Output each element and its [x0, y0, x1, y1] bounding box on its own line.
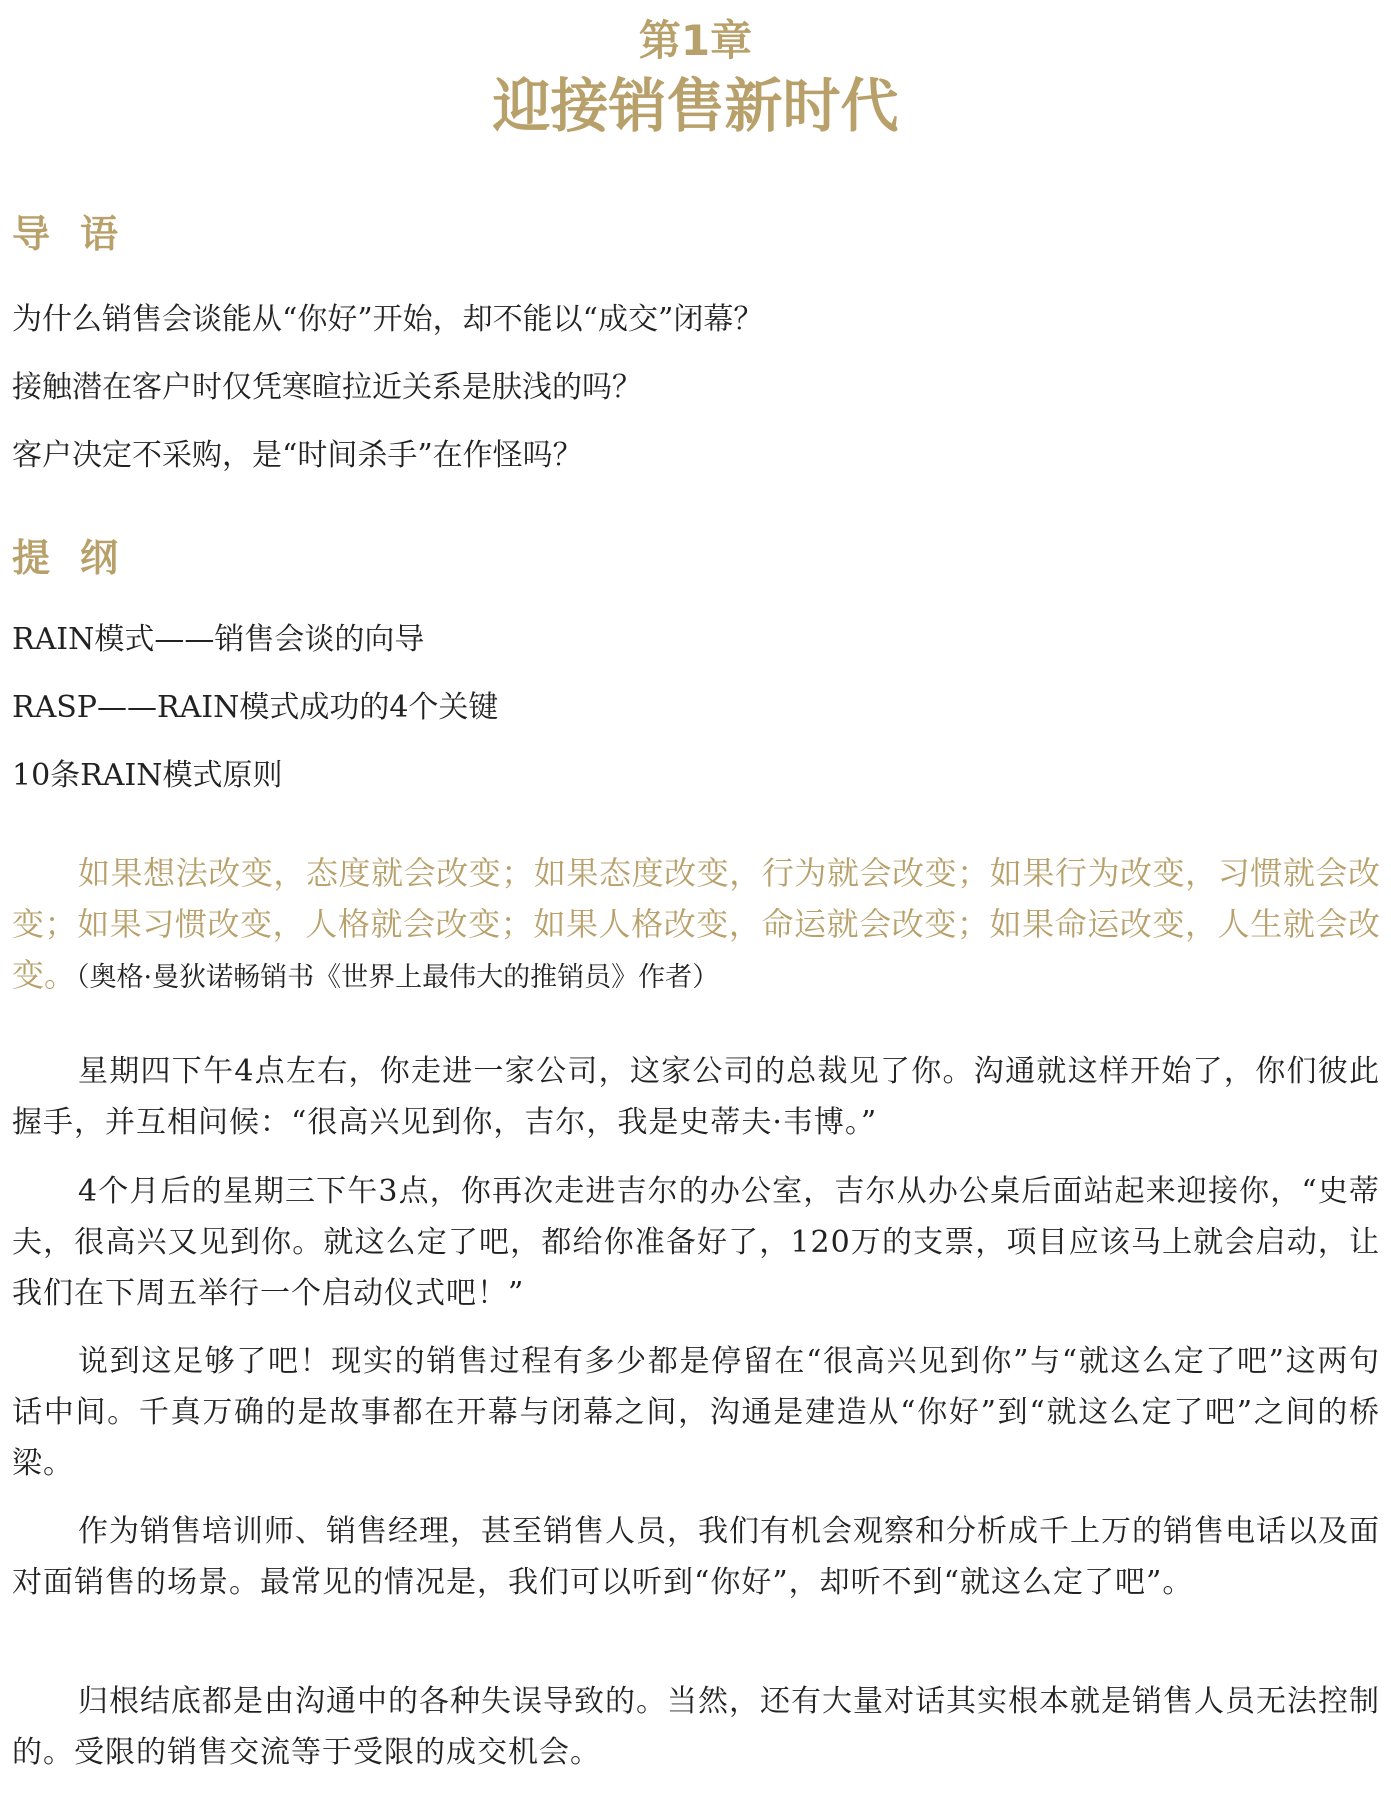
outline-heading: 提纲 [12, 536, 149, 580]
epigraph-quote [12, 848, 1380, 1003]
outline-item: 10条RAIN模式原则 [12, 758, 283, 793]
quote-attribution: （奥格·曼狄诺畅销书《世界上最伟大的推销员》作者） [76, 962, 720, 993]
intro-question: 接触潜在客户时仅凭寒暄拉近关系是肤浅的吗？ [12, 370, 642, 405]
outline-item: RASP——RAIN模式成功的4个关键 [12, 690, 499, 725]
chapter-number: 第1章 [638, 16, 753, 65]
outline-item: RAIN模式——销售会谈的向导 [12, 622, 425, 657]
intro-heading: 导语 [12, 212, 149, 256]
body-paragraph: 归根结底都是由沟通中的各种失误导致的。当然，还有大量对话其实根本就是销售人员无法控制的。受限的销售交流等于受限的成交机会。 [12, 1684, 1380, 1770]
body-paragraph: 说到这足够了吧！现实的销售过程有多少都是停留在“很高兴见到你”与“就这么定了吧”这两句话中间。千真万确的是故事都在开幕与闭幕之间，沟通是建造从“你好”到“就这么定了吧”之间的桥梁。 [12, 1344, 1380, 1481]
quote-text: 如果想法改变，态度就会改变；如果态度改变，行为就会改变；如果行为改变，习惯就会改变；如果习惯改变，人格就会改变；如果人格改变，命运就会改变；如果命运改变，人生就会改变。 [12, 854, 1380, 994]
body-paragraph: 4个月后的星期三下午3点，你再次走进吉尔的办公室，吉尔从办公桌后面站起来迎接你，“史蒂夫，很高兴又见到你。就这么定了吧，都给你准备好了，120万的支票，项目应该马上就会启动，让我们在下周五举行一个启动仪式吧！” [12, 1174, 1380, 1311]
body-paragraph: 星期四下午4点左右，你走进一家公司，这家公司的总裁见了你。沟通就这样开始了，你们彼此握手，并互相问候：“很高兴见到你，吉尔，我是史蒂夫·韦博。” [12, 1054, 1380, 1140]
intro-question: 客户决定不采购，是“时间杀手”在作怪吗？ [12, 438, 583, 473]
intro-question: 为什么销售会谈能从“你好”开始，却不能以“成交”闭幕？ [12, 302, 764, 337]
chapter-title: 迎接销售新时代 [492, 72, 899, 140]
body-paragraph: 作为销售培训师、销售经理，甚至销售人员，我们有机会观察和分析成千上万的销售电话以及面对面销售的场景。最常见的情况是，我们可以听到“你好”，却听不到“就这么定了吧”。 [12, 1514, 1380, 1600]
